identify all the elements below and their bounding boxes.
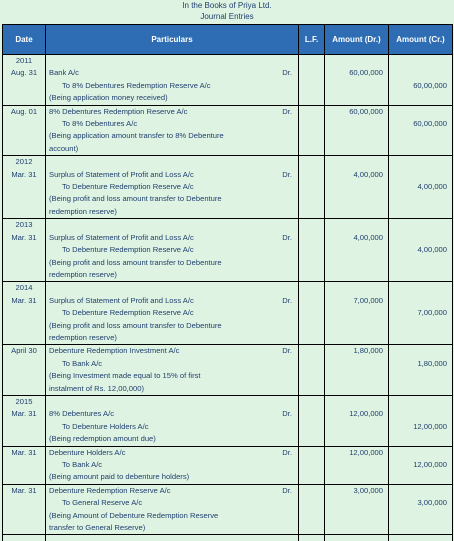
debit-amount: 60,00,000 [325,105,389,118]
lf-cell [299,383,325,396]
credit-amount: 4,00,000 [389,244,453,256]
lf-cell [299,169,325,181]
particulars-cell [46,206,299,219]
debit-account: 8% Debentures Redemption Reserve A/c [49,106,188,116]
empty-cell [3,535,46,541]
amount-cr-cell [389,446,453,459]
amount-dr-cell [325,118,389,130]
journal-row [3,181,453,193]
particulars-cell [46,193,299,205]
amount-cr-header: Amount (Cr.) [389,25,453,55]
journal-row [3,345,453,358]
particulars-cell [46,143,299,156]
amount-dr-cell [325,80,389,92]
journal-row [3,193,453,205]
credit-account: To Debenture Holders A/c [62,421,149,431]
particulars-cell [46,219,299,232]
journal-row [3,118,453,130]
date-cell [3,421,46,433]
amount-cr-cell [389,257,453,269]
amount-dr-cell [325,193,389,205]
lf-cell [299,484,325,497]
credit-account: To Bank A/c [62,460,103,469]
lf-cell [299,522,325,535]
date-cell [3,206,46,219]
empty-cell [325,535,389,541]
amount-dr-cell [325,522,389,535]
lf-cell [299,67,325,79]
journal-row [3,510,453,522]
debit-amount: 4,00,000 [325,232,389,244]
lf-cell [299,105,325,118]
particulars-cell [46,522,299,535]
debit-amount: 3,00,000 [325,484,389,497]
amount-cr-cell [389,370,453,382]
particulars-cell [46,244,299,256]
particulars-cell [46,510,299,522]
credit-amount: 1,80,000 [389,358,453,370]
journal-table [2,24,453,541]
journal-row [3,459,453,471]
narration-line: (Being profit and loss amount transfer to Debenture [49,194,222,204]
amount-cr-cell [389,143,453,156]
amount-dr-cell [325,282,389,295]
particulars-cell [46,421,299,433]
amount-cr-cell [389,92,453,105]
journal-row [3,484,453,497]
amount-cr-cell [389,232,453,244]
narration-line: (Being application amount transfer to 8% Debenture [49,131,224,141]
credit-account: To Debenture Redemption Reserve A/c [62,308,194,318]
lf-cell [299,130,325,142]
amount-dr-cell [325,332,389,345]
entry-date: Mar. 31 [3,295,46,307]
particulars-cell [46,408,299,420]
amount-dr-cell [325,55,389,68]
credit-account: To 8% Debentures Redemption Reserve A/c [62,80,211,90]
debit-account: Bank A/c [49,68,79,78]
date-cell [3,269,46,282]
amount-cr-cell [389,395,453,408]
narration-line: (Being profit and loss amount transfer to Debenture [49,257,222,267]
debit-amount: 12,00,000 [325,408,389,420]
narration-line: (Being redemption amount due) [49,434,156,444]
journal-row [3,130,453,142]
particulars-cell [46,433,299,446]
entry-year: 2013 [3,219,46,232]
debit-account: Surplus of Statement of Profit and Loss A/c [49,232,194,242]
lf-cell [299,421,325,433]
particulars-cell [46,358,299,370]
journal-row [3,471,453,484]
amount-cr-cell [389,193,453,205]
debit-amount: 7,00,000 [325,295,389,307]
entry-date: Aug. 31 [3,67,46,79]
particulars-cell [46,345,299,358]
dr-label: Dr. [282,169,292,179]
amount-dr-cell [325,92,389,105]
date-cell [3,92,46,105]
credit-amount: 60,00,000 [389,80,453,92]
credit-amount: 4,00,000 [389,181,453,193]
lf-cell [299,257,325,269]
lf-cell [299,193,325,205]
journal-row [3,143,453,156]
narration-line: redemption reserve) [49,206,117,216]
journal-row [3,320,453,332]
debit-account: Surplus of Statement of Profit and Loss A/c [49,169,194,179]
journal-row [3,219,453,232]
journal-row [3,244,453,256]
particulars-cell [46,383,299,396]
amount-dr-cell [325,433,389,446]
amount-cr-cell [389,169,453,181]
journal-row [3,257,453,269]
book-title: In the Books of Priya Ltd. [182,1,272,10]
debit-amount: 4,00,000 [325,169,389,181]
date-header: Date [3,25,46,55]
entry-year: 2014 [3,282,46,295]
amount-dr-cell [325,257,389,269]
journal-row [3,307,453,319]
particulars-cell [46,92,299,105]
journal-row [3,332,453,345]
amount-cr-cell [389,269,453,282]
dr-label: Dr. [282,409,292,419]
particulars-cell [46,295,299,307]
journal-row [3,522,453,535]
particulars-cell [46,370,299,382]
amount-cr-cell [389,295,453,307]
amount-dr-cell [325,395,389,408]
entry-date: Mar. 31 [3,446,46,459]
particulars-cell [46,67,299,79]
amount-dr-cell [325,471,389,484]
amount-dr-cell [325,497,389,509]
lf-cell [299,395,325,408]
amount-cr-cell [389,55,453,68]
particulars-cell [46,105,299,118]
dr-label: Dr. [282,232,292,242]
debit-amount: 12,00,000 [325,446,389,459]
empty-cell [46,535,299,541]
date-cell [3,471,46,484]
amount-cr-cell [389,320,453,332]
particulars-cell [46,55,299,68]
amount-dr-cell [325,206,389,219]
date-cell [3,118,46,130]
amount-dr-header: Amount (Dr.) [325,25,389,55]
amount-dr-cell [325,269,389,282]
narration-line: transfer to General Reserve) [49,523,146,533]
header-row [3,25,453,55]
date-cell [3,497,46,509]
journal-row [3,206,453,219]
credit-account: To Debenture Redemption Reserve A/c [62,245,194,255]
particulars-cell [46,446,299,459]
lf-cell [299,358,325,370]
debit-account: 8% Debentures A/c [49,409,115,419]
particulars-cell [46,282,299,295]
credit-amount: 12,00,000 [389,421,453,433]
amount-cr-cell [389,130,453,142]
date-cell [3,130,46,142]
lf-cell [299,282,325,295]
amount-cr-cell [389,433,453,446]
narration-line: (Being application money received) [49,93,168,103]
lf-cell [299,118,325,130]
particulars-cell [46,80,299,92]
amount-cr-cell [389,332,453,345]
entry-date: April 30 [3,345,46,358]
date-cell [3,307,46,319]
amount-dr-cell [325,307,389,319]
particulars-cell [46,307,299,319]
date-cell [3,193,46,205]
dr-label: Dr. [282,295,292,305]
particulars-cell [46,332,299,345]
narration-line: redemption reserve) [49,332,117,342]
dr-label: Dr. [282,485,292,495]
dr-label: Dr. [282,106,292,116]
journal-row [3,446,453,459]
lf-cell [299,332,325,345]
narration-line: (Being Amount of Debenture Redemption Reserve [49,510,219,520]
amount-cr-cell [389,219,453,232]
date-cell [3,433,46,446]
entry-year: 2011 [3,55,46,68]
lf-cell [299,181,325,193]
particulars-cell [46,395,299,408]
date-cell [3,383,46,396]
credit-account: To General Reserve A/c [62,498,143,508]
lf-cell [299,320,325,332]
amount-cr-cell [389,510,453,522]
lf-cell [299,471,325,484]
lf-cell [299,219,325,232]
date-cell [3,80,46,92]
lf-cell [299,510,325,522]
particulars-cell [46,471,299,484]
narration-line: (Being amount paid to debenture holders) [49,472,190,482]
narration-line: account) [49,143,79,153]
journal-row [3,383,453,396]
date-cell [3,320,46,332]
debit-amount: 60,00,000 [325,67,389,79]
amount-cr-cell [389,282,453,295]
amount-dr-cell [325,510,389,522]
journal-row [3,92,453,105]
credit-account: To 8% Debentures A/c [62,119,138,129]
amount-dr-cell [325,370,389,382]
particulars-header: Particulars [46,25,299,55]
amount-dr-cell [325,320,389,332]
date-cell [3,459,46,471]
lf-cell [299,232,325,244]
entry-year: 2015 [3,395,46,408]
journal-row [3,433,453,446]
debit-account: Debenture Redemption Reserve A/c [49,485,171,495]
debit-account: Debenture Holders A/c [49,447,126,457]
dr-label: Dr. [282,346,292,356]
lf-cell [299,206,325,219]
amount-dr-cell [325,130,389,142]
amount-dr-cell [325,156,389,169]
amount-dr-cell [325,244,389,256]
particulars-cell [46,269,299,282]
empty-cell [389,535,453,541]
debit-amount: 1,80,000 [325,345,389,358]
entry-year: 2012 [3,156,46,169]
particulars-cell [46,130,299,142]
journal-row [3,421,453,433]
lf-cell [299,269,325,282]
journal-row [3,395,453,408]
journal-row [3,358,453,370]
lf-cell [299,307,325,319]
lf-cell [299,459,325,471]
amount-dr-cell [325,459,389,471]
credit-amount: 7,00,000 [389,307,453,319]
amount-dr-cell [325,358,389,370]
particulars-cell [46,169,299,181]
particulars-cell [46,181,299,193]
amount-cr-cell [389,156,453,169]
date-cell [3,143,46,156]
credit-amount: 12,00,000 [389,459,453,471]
journal-row [3,497,453,509]
particulars-cell [46,320,299,332]
debit-account: Surplus of Statement of Profit and Loss A/c [49,295,194,305]
amount-dr-cell [325,421,389,433]
journal-row [3,370,453,382]
lf-cell [299,446,325,459]
particulars-cell [46,118,299,130]
amount-dr-cell [325,181,389,193]
amount-dr-cell [325,219,389,232]
lf-cell [299,143,325,156]
lf-cell [299,92,325,105]
narration-line: instalment of Rs. 12,00,000) [49,383,144,393]
lf-cell [299,408,325,420]
credit-amount: 3,00,000 [389,497,453,509]
journal-row [3,105,453,118]
narration-line: (Being Investment made equal to 15% of first [49,371,201,381]
lf-cell [299,244,325,256]
amount-cr-cell [389,345,453,358]
amount-cr-cell [389,484,453,497]
date-cell [3,510,46,522]
entry-date: Aug. 01 [3,105,46,118]
particulars-cell [46,156,299,169]
date-cell [3,257,46,269]
dr-label: Dr. [282,447,292,457]
entry-date: Mar. 31 [3,232,46,244]
amount-cr-cell [389,206,453,219]
lf-cell [299,295,325,307]
date-cell [3,181,46,193]
amount-cr-cell [389,471,453,484]
credit-account: To Debenture Redemption Reserve A/c [62,182,194,192]
journal-subtitle: Journal Entries [200,12,254,21]
date-cell [3,358,46,370]
date-cell [3,244,46,256]
journal-row [3,169,453,181]
table-end-row [3,535,453,541]
amount-cr-cell [389,522,453,535]
particulars-cell [46,459,299,471]
amount-cr-cell [389,105,453,118]
journal-row [3,295,453,307]
journal-row [3,67,453,79]
particulars-cell [46,497,299,509]
narration-line: (Being profit and loss amount transfer to Debenture [49,320,222,330]
debit-account: Debenture Redemption Investment A/c [49,346,180,356]
lf-cell [299,55,325,68]
entry-date: Mar. 31 [3,484,46,497]
lf-cell [299,80,325,92]
journal-row [3,232,453,244]
journal-row [3,156,453,169]
dr-label: Dr. [282,68,292,78]
entry-date: Mar. 31 [3,169,46,181]
amount-cr-cell [389,383,453,396]
lf-cell [299,370,325,382]
amount-cr-cell [389,408,453,420]
particulars-cell [46,257,299,269]
lf-cell [299,433,325,446]
narration-line: redemption reserve) [49,269,117,279]
date-cell [3,522,46,535]
credit-amount: 60,00,000 [389,118,453,130]
date-cell [3,370,46,382]
journal-row [3,282,453,295]
credit-account: To Bank A/c [62,358,103,368]
journal-row [3,55,453,68]
lf-cell [299,345,325,358]
journal-row [3,269,453,282]
empty-cell [299,535,325,541]
amount-dr-cell [325,143,389,156]
lf-cell [299,497,325,509]
date-cell [3,332,46,345]
amount-cr-cell [389,67,453,79]
particulars-cell [46,232,299,244]
lf-header: L.F. [299,25,325,55]
lf-cell [299,156,325,169]
amount-dr-cell [325,383,389,396]
entry-date: Mar. 31 [3,408,46,420]
journal-row [3,408,453,420]
journal-row [3,80,453,92]
particulars-cell [46,484,299,497]
